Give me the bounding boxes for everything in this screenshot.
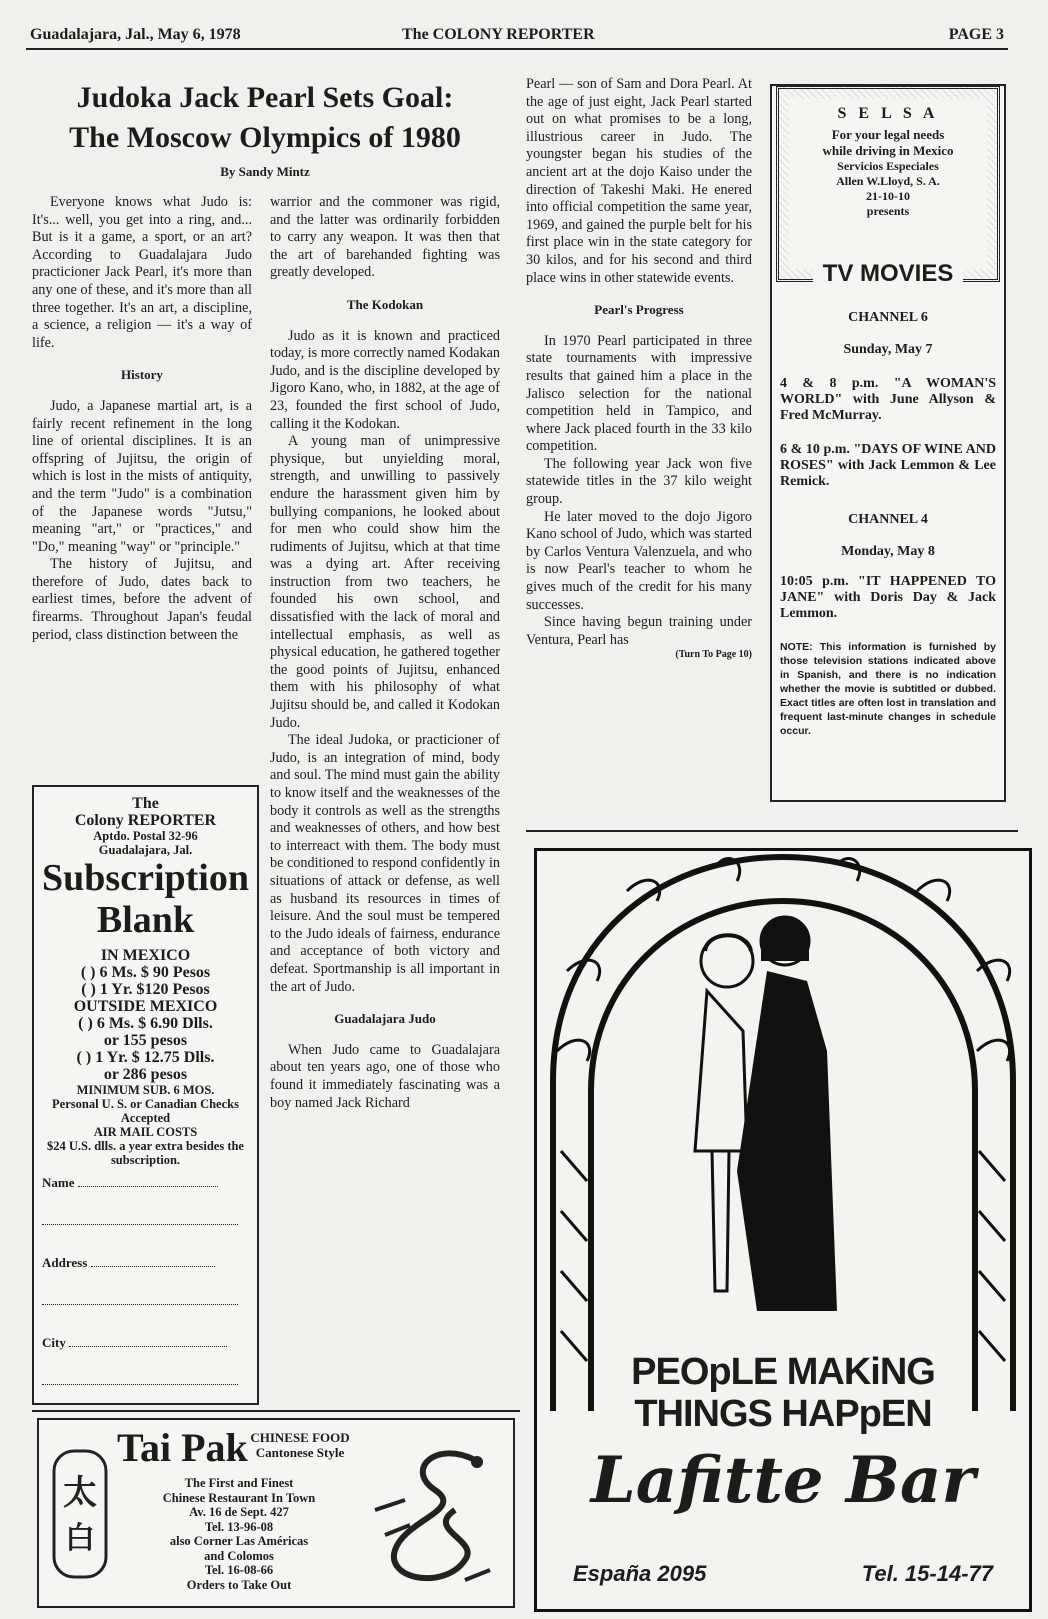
tv-note: NOTE: This information is furnished by those television stations indicated above in Spanish, and there is no indication whether the movie is subtitled or dubbed. Exact titles are often lost in translation and frequent last-minute changes in schedule occur. <box>780 641 996 737</box>
selsa-ornamental-frame <box>776 86 1000 282</box>
sub-postal-box: Aptdo. Postal 32-96 <box>93 829 198 843</box>
sub-option-6ms-pesos: or 155 pesos <box>103 1032 188 1049</box>
sub-city: Guadalajara, Jal. <box>98 843 193 857</box>
selsa-title: S E L S A <box>837 105 939 122</box>
subscription-blank-ad <box>32 785 259 1405</box>
paragraph: Judo as it is known and practiced today, is more correctly named Kodakan Judo, and is the discipline developed by Jigoro Kano, who, in 1882, at the age of 23, founded the first school of Judo, calling it the Kodokan. <box>270 327 500 432</box>
sub-line: The <box>132 795 159 812</box>
sub-option-6ms-abroad[interactable]: ( ) 6 Ms. $ 6.90 Dlls. <box>78 1015 213 1032</box>
name-field[interactable] <box>34 1175 257 1191</box>
blank-line[interactable] <box>34 1213 257 1229</box>
tai-pak-phone-2: Tel. 16-08-66 <box>204 1563 274 1577</box>
tai-pak-cantonese: Cantonese Style <box>255 1445 345 1460</box>
tai-pak-address: Av. 16 de Sept. 427 <box>189 1505 289 1519</box>
sub-option-1yr-abroad[interactable]: ( ) 1 Yr. $ 12.75 Dlls. <box>76 1049 215 1066</box>
lafitte-phone: Tel. 15-14-77 <box>861 1561 993 1586</box>
sub-title-2: Blank <box>96 899 195 941</box>
sub-airmail-cost: $24 U.S. dlls. a year extra besides the subscription. <box>47 1139 244 1167</box>
tai-pak-line: and Colomos <box>204 1548 274 1563</box>
tai-pak-ad <box>37 1418 515 1608</box>
city-label: City <box>42 1335 66 1350</box>
selsa-line: while driving in Mexico <box>822 143 954 158</box>
address-label: Address <box>42 1255 88 1270</box>
paragraph: warrior and the commoner was rigid, and the latter was ordinarily forbidden to carry any weapon. It was then that the art of barehanded fighting was greatly developed. <box>270 194 500 281</box>
tai-pak-phone: Tel. 13-96-08 <box>204 1519 274 1534</box>
chinese-characters-icon <box>51 1448 109 1580</box>
movie-listing: 10:05 p.m. "IT HAPPENED TO JANE" with Doris Day & Jack Lemmon. <box>780 574 996 621</box>
sub-airmail: AIR MAIL COSTS <box>93 1125 198 1139</box>
lafitte-bar-logo: Lafitte Bar <box>590 1443 976 1518</box>
selsa-phone: 21-10-10 <box>866 189 910 203</box>
selsa-line: For your legal needs <box>831 127 945 142</box>
selsa-ad <box>789 99 987 269</box>
headline-line-1: Judoka Jack Pearl Sets Goal: <box>76 81 454 114</box>
paragraph: Everyone knows what Judo is: It's... well, you get into a ring, and... But is it a game, a sport, or an art? According to Guadalajara Judo practicioner Jack Pearl, it's more than any one of these, and it's more than all three together. It's an art, a discipline, a science, a religion — it's a way of life. <box>32 194 252 351</box>
movie-listing: 4 & 8 p.m. "A WOMAN'S WORLD" with June Allyson & Fred McMurray. <box>780 376 996 423</box>
sub-checks: Personal U. S. or Canadian Checks Accepted <box>52 1097 239 1125</box>
tai-pak-name: Tai Pak <box>117 1425 248 1470</box>
sub-in-mexico: IN MEXICO <box>100 947 191 964</box>
sub-minimum: MINIMUM SUB. 6 MOS. <box>76 1083 215 1097</box>
dragon-icon <box>365 1440 505 1590</box>
page-number: PAGE 3 <box>948 26 1004 43</box>
tai-pak-details <box>109 1476 369 1592</box>
article-column-3 <box>526 76 752 661</box>
selsa-line: presents <box>866 204 910 218</box>
paragraph: The following year Jack won five statewide titles in the 37 kilo weight group. <box>526 455 752 508</box>
paragraph: The ideal Judoka, or practicioner of Judo, is an integration of mind, body and soul. The mind must gain the ability to know itself and the weaknesses of the body it controls as well as the strengths and weaknesses of others, and how best to interreact with them. The body must be conditioned to respond confidently in situations of attack or defense, as well as husband its resources in times of leisure. And the soul must be tempered to the Judo ideals of fairness, endurance and acceptance of both victory and defeat. Sportmanship is all important in the art of Judo. <box>270 732 500 995</box>
sub-title: Subscription <box>42 857 249 899</box>
selsa-line: Allen W.Lloyd, S. A. <box>836 174 940 188</box>
svg-text:白: 白 <box>65 1521 95 1556</box>
divider <box>526 830 1018 832</box>
subhead-history: History <box>121 367 163 383</box>
address-field[interactable] <box>34 1255 257 1271</box>
tai-pak-chinese-food: CHINESE FOOD <box>250 1430 350 1445</box>
paragraph: In 1970 Pearl participated in three state tournaments with impressive results that gained him a place in the Jalisco selection for the national competition held in Tampico, and where Jack placed fourth in the 33 kilo competition. <box>526 332 752 455</box>
headline-line-2: The Moscow Olympics of 1980 <box>69 121 461 154</box>
paragraph: When Judo came to Guadalajara about ten years ago, one of those who found it immediately fascinating was a boy named Jack Richard <box>270 1041 500 1111</box>
paragraph: He later moved to the dojo Jigoro Kano school of Judo, which was started by Carlos Ventura Valenzuela, and who is now Pearl's teacher to whom he gives much of the credit for his many successes. <box>526 508 752 613</box>
subhead-guadalajara-judo: Guadalajara Judo <box>334 1011 436 1027</box>
paragraph: A young man of unimpressive physique, but unyielding moral, strength, and unwilling to passively endure the harassment given him by bullying companions, he looked about for men who could show him the rudiments of Jujitsu, which at that time was a dying art. After receiving instruction from two teachers, he founded his own school, and dissatisfied with the lack of moral and intellectual emphasis, as well as physical education, he gathered together the good points of Jujitsu, enhanced them with his philosophy of what Jujitsu should be, and called it Kodokan Judo. <box>270 433 500 731</box>
tai-pak-line: Chinese Restaurant In Town <box>162 1490 316 1505</box>
tai-pak-line: also Corner Las Américas <box>169 1534 309 1548</box>
tai-pak-style <box>235 1430 365 1460</box>
byline: By Sandy Mintz <box>220 164 310 179</box>
movie-listing: 6 & 10 p.m. "DAYS OF WINE AND ROSES" with Jack Lemmon & Lee Remick. <box>780 442 996 489</box>
paragraph: Since having begun training under Ventura, Pearl has <box>526 614 752 648</box>
lafitte-address: España 2095 <box>573 1561 707 1586</box>
blank-line[interactable] <box>34 1293 257 1309</box>
couple-arch-illustration <box>537 851 1029 1411</box>
subhead-progress: Pearl's Progress <box>594 302 684 318</box>
paragraph: The history of Jujitsu, and therefore of Judo, dates back to earliest times, before the advent of firearms. Throughout Japan's feudal period, class distinction between the <box>32 556 252 643</box>
city-field[interactable] <box>34 1335 257 1351</box>
sub-option-6ms-mx[interactable]: ( ) 6 Ms. $ 90 Pesos <box>80 964 211 981</box>
article-headline <box>30 78 500 180</box>
blank-line[interactable] <box>34 1373 257 1389</box>
dateline: Guadalajara, Jal., May 6, 1978 <box>30 26 241 43</box>
paragraph: Judo, a Japanese martial art, is a fairly recent refinement in the long line of oriental disciplines. It is an offspring of Jujitsu, the origin of which is lost in the mists of antiquity, and the term "Judo" is a combination of the Japanese words "Jutsu," meaning "art," or "practices," and "Do," meaning "way" or "principle." <box>32 397 252 555</box>
lafitte-slogan <box>537 1351 1029 1435</box>
name-label: Name <box>42 1175 75 1190</box>
article-column-2 <box>270 194 500 1112</box>
paragraph: Pearl — son of Sam and Dora Pearl. At the age of just eight, Jack Pearl started out on what promises to be a long, illustrious career in Judo. The youngster began his studies of the ancient art at the dojo Kaiso under the direction of Takeshi Maki. He enered into official competition the same year, 1969, and gained the purple belt for his first place win in the state category for 30 kilos, and for his second and third place wins in other statewide events. <box>526 76 752 286</box>
channel-4-heading: CHANNEL 4 <box>848 512 928 527</box>
subhead-kodokan: The Kodokan <box>346 296 424 312</box>
lafitte-bar-ad <box>534 848 1032 1612</box>
sub-outside-mexico: OUTSIDE MEXICO <box>73 998 218 1015</box>
tai-pak-line: Orders to Take Out <box>186 1577 292 1592</box>
channel-6-heading: CHANNEL 6 <box>848 310 928 325</box>
tv-movies-box <box>770 84 1006 802</box>
jump-line: (Turn To Page 10) <box>675 649 752 661</box>
slogan-line-2: THINGS HAPpEN <box>634 1393 932 1435</box>
page-header <box>26 22 1008 50</box>
article-column-1 <box>32 194 252 644</box>
divider <box>32 1410 520 1412</box>
sub-publication-name: Colony REPORTER <box>74 812 217 829</box>
masthead: The COLONY REPORTER <box>402 26 595 43</box>
sunday-heading: Sunday, May 7 <box>843 342 933 357</box>
sub-option-1yr-mx[interactable]: ( ) 1 Yr. $120 Pesos <box>81 981 210 998</box>
svg-text:太: 太 <box>63 1473 97 1513</box>
tv-movies-title: TV MOVIES <box>813 260 963 288</box>
monday-heading: Monday, May 8 <box>841 544 935 559</box>
slogan-line-1: PEOpLE MAKiNG <box>631 1351 935 1393</box>
selsa-line: Servicios Especiales <box>837 159 939 173</box>
sub-option-1yr-pesos: or 286 pesos <box>103 1066 188 1083</box>
tai-pak-line: The First and Finest <box>184 1476 294 1490</box>
